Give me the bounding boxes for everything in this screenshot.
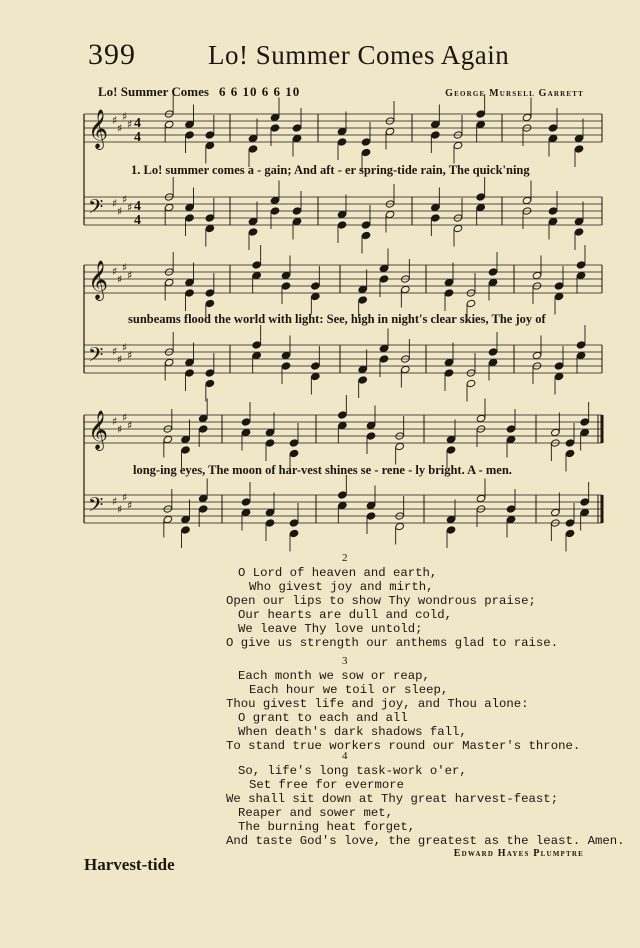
verse-line: To stand true workers round our Master's throne. [226, 739, 581, 753]
notehead [181, 435, 191, 443]
notehead [265, 519, 275, 527]
notehead [476, 203, 486, 211]
lyric-line-2: sunbeams flood the world with light: See, high in night's clear skies, The joy of [128, 312, 546, 326]
sharp-sign: ♯ [112, 197, 118, 210]
notehead [565, 449, 575, 457]
notehead [248, 217, 258, 225]
author: Edward Hayes Plumptre [453, 848, 584, 859]
notehead [205, 289, 215, 297]
notehead [337, 221, 347, 229]
notehead [466, 299, 476, 307]
notehead [292, 134, 302, 142]
notehead [289, 439, 299, 447]
notehead [265, 439, 275, 447]
bass-clef: 𝄢 [88, 343, 104, 371]
notehead [551, 508, 561, 516]
verse-line: O Lord of heaven and earth, [238, 566, 438, 580]
time-signature: 4 [134, 199, 141, 214]
notehead [248, 228, 258, 236]
sharp-sign: ♯ [112, 345, 118, 358]
verse-line: We shall sit down at Thy great harvest-feast; [226, 792, 559, 806]
notehead [241, 418, 251, 426]
sharp-sign: ♯ [127, 349, 133, 362]
notehead [522, 113, 532, 121]
season-label: Harvest-tide [84, 855, 175, 874]
notehead [401, 365, 411, 373]
verse-number: 4 [342, 750, 348, 762]
notehead [379, 264, 389, 272]
notehead [488, 358, 498, 366]
verse-line: When death's dark shadows fall, [238, 725, 467, 739]
notehead [185, 369, 195, 377]
notehead [444, 278, 454, 286]
notehead [366, 501, 376, 509]
notehead [358, 376, 368, 384]
notehead [506, 505, 516, 513]
treble-clef: 𝄞 [88, 109, 109, 149]
notehead [395, 442, 405, 450]
notehead [338, 491, 348, 499]
verse-line: Each hour we toil or sleep, [249, 683, 449, 697]
notehead [337, 210, 347, 218]
notehead [488, 348, 498, 356]
time-signature: 4 [134, 130, 141, 145]
verse-line: We leave Thy love untold; [238, 622, 423, 636]
notehead [205, 214, 215, 222]
notehead [366, 421, 376, 429]
notehead [337, 138, 347, 146]
notehead [565, 519, 575, 527]
sharp-sign: ♯ [127, 499, 133, 512]
tune-name: Lo! Summer Comes [98, 84, 209, 99]
sharp-sign: ♯ [117, 503, 123, 516]
notehead [163, 435, 173, 443]
notehead [554, 372, 564, 380]
notehead [185, 131, 195, 139]
sharp-sign: ♯ [112, 114, 118, 127]
notehead [338, 421, 348, 429]
notehead [289, 529, 299, 537]
sharp-sign: ♯ [117, 122, 123, 135]
notehead [164, 203, 174, 211]
notehead [366, 512, 376, 520]
notehead [446, 435, 456, 443]
notehead [565, 529, 575, 537]
sharp-sign: ♯ [122, 341, 128, 354]
sharp-sign: ♯ [122, 193, 128, 206]
notehead [574, 228, 584, 236]
notehead [574, 134, 584, 142]
notehead [311, 362, 321, 370]
notehead [361, 231, 371, 239]
notehead [554, 362, 564, 370]
notehead [466, 379, 476, 387]
notehead [181, 446, 191, 454]
notehead [205, 131, 215, 139]
notehead [185, 289, 195, 297]
notehead [366, 432, 376, 440]
notehead [488, 268, 498, 276]
notehead [431, 120, 441, 128]
hymn-title: Lo! Summer Comes Again [208, 40, 510, 70]
notehead [548, 207, 558, 215]
verse-line: So, life's long task-work o'er, [238, 764, 467, 778]
notehead [205, 379, 215, 387]
verse-line: Who givest joy and mirth, [249, 580, 434, 594]
notehead [185, 203, 195, 211]
sharp-sign: ♯ [117, 205, 123, 218]
notehead [431, 203, 441, 211]
notehead [311, 372, 321, 380]
sharp-sign: ♯ [112, 415, 118, 428]
notehead [385, 210, 395, 218]
time-signature: 4 [134, 116, 141, 131]
notehead [185, 214, 195, 222]
notehead [338, 501, 348, 509]
notehead [289, 449, 299, 457]
sharp-sign: ♯ [122, 491, 128, 504]
notehead [446, 446, 456, 454]
notehead [476, 193, 486, 201]
notehead [576, 271, 586, 279]
notehead [476, 414, 486, 422]
notehead [522, 196, 532, 204]
time-signature: 4 [134, 213, 141, 228]
notehead [205, 369, 215, 377]
notehead [554, 292, 564, 300]
notehead [551, 428, 561, 436]
notehead [379, 355, 389, 363]
notehead [401, 285, 411, 293]
notehead [576, 261, 586, 269]
notehead [241, 428, 251, 436]
notehead [185, 358, 195, 366]
notehead [281, 271, 291, 279]
notehead [506, 425, 516, 433]
notehead [205, 224, 215, 232]
notehead [281, 282, 291, 290]
notehead [198, 425, 208, 433]
notehead [476, 120, 486, 128]
notehead [198, 494, 208, 502]
notehead [181, 515, 191, 523]
notehead [337, 127, 347, 135]
verse-number: 3 [342, 655, 348, 667]
notehead [361, 138, 371, 146]
notehead [446, 515, 456, 523]
notehead [548, 134, 558, 142]
notehead [532, 351, 542, 359]
notehead [248, 145, 258, 153]
notehead [548, 124, 558, 132]
notehead [431, 131, 441, 139]
notehead [338, 411, 348, 419]
verse-line: O grant to each and all [238, 711, 408, 725]
notehead [444, 369, 454, 377]
lyric-line-1: 1. Lo! summer comes a - gain; And aft - er spring-tide rain, The quick'ning [131, 163, 530, 177]
notehead [164, 278, 174, 286]
notehead [506, 515, 516, 523]
sharp-sign: ♯ [117, 273, 123, 286]
notehead [252, 351, 262, 359]
notehead [476, 494, 486, 502]
notehead [292, 207, 302, 215]
notehead [198, 414, 208, 422]
notehead [292, 217, 302, 225]
bass-clef: 𝄢 [88, 195, 104, 223]
verse-line: Set free for evermore [249, 778, 404, 792]
notehead [292, 124, 302, 132]
bass-clef: 𝄢 [88, 493, 104, 521]
verse-line: Reaper and sower met, [238, 806, 393, 820]
notehead [444, 289, 454, 297]
sharp-sign: ♯ [127, 269, 133, 282]
notehead [444, 358, 454, 366]
notehead [241, 508, 251, 516]
notehead [580, 428, 590, 436]
notehead [532, 271, 542, 279]
notehead [270, 207, 280, 215]
notehead [453, 141, 463, 149]
notehead [379, 344, 389, 352]
verse-line: Our hearts are dull and cold, [238, 608, 453, 622]
notehead [252, 261, 262, 269]
notehead [476, 110, 486, 118]
notehead [248, 134, 258, 142]
sharp-sign: ♯ [112, 265, 118, 278]
meter: 6 6 10 6 6 10 [218, 84, 301, 99]
notehead [181, 526, 191, 534]
sharp-sign: ♯ [122, 110, 128, 123]
notehead [580, 508, 590, 516]
notehead [395, 522, 405, 530]
verse-number: 2 [342, 552, 348, 564]
notehead [281, 362, 291, 370]
notehead [311, 292, 321, 300]
notehead [453, 224, 463, 232]
notehead [265, 508, 275, 516]
notehead [185, 120, 195, 128]
notehead [358, 296, 368, 304]
notehead [488, 278, 498, 286]
notehead [554, 282, 564, 290]
notehead [252, 341, 262, 349]
notehead [281, 351, 291, 359]
verse-line: Open our lips to show Thy wondrous praise; [226, 594, 536, 608]
sharp-sign: ♯ [127, 118, 133, 131]
notehead [311, 282, 321, 290]
notehead [205, 299, 215, 307]
verse-line: The burning heat forget, [238, 820, 416, 834]
notehead [185, 278, 195, 286]
notehead [361, 148, 371, 156]
notehead [580, 498, 590, 506]
notehead [379, 275, 389, 283]
notehead [270, 113, 280, 121]
notehead [431, 214, 441, 222]
notehead [506, 435, 516, 443]
sharp-sign: ♯ [122, 261, 128, 274]
treble-clef: 𝄞 [88, 260, 109, 300]
composer: George Mursell Garrett [445, 88, 584, 99]
verse-line: Thou givest life and joy, and Thou alone: [226, 697, 529, 711]
verse-line: And taste God's love, the greatest as the least. Amen. [226, 834, 625, 848]
notehead [164, 120, 174, 128]
sharp-sign: ♯ [112, 495, 118, 508]
notehead [205, 141, 215, 149]
notehead [198, 505, 208, 513]
notehead [385, 127, 395, 135]
notehead [446, 526, 456, 534]
notehead [358, 285, 368, 293]
notehead [580, 418, 590, 426]
notehead [164, 358, 174, 366]
notehead [548, 217, 558, 225]
notehead [361, 221, 371, 229]
notehead [576, 341, 586, 349]
sharp-sign: ♯ [122, 411, 128, 424]
verse-line: O give us strength our anthems glad to raise. [226, 636, 559, 650]
notehead [252, 271, 262, 279]
notehead [270, 124, 280, 132]
verse-line: Each month we sow or reap, [238, 669, 430, 683]
hymn-number: 399 [88, 38, 136, 71]
notehead [574, 217, 584, 225]
treble-clef: 𝄞 [88, 410, 109, 450]
notehead [270, 196, 280, 204]
notehead [265, 428, 275, 436]
sharp-sign: ♯ [127, 201, 133, 214]
notehead [358, 365, 368, 373]
notehead [163, 515, 173, 523]
notehead [565, 439, 575, 447]
lyric-line-3: long-ing eyes, The moon of har-vest shines se - rene - ly bright. A - men. [133, 463, 512, 477]
notehead [241, 498, 251, 506]
notehead [289, 519, 299, 527]
notehead [576, 351, 586, 359]
notehead [574, 145, 584, 153]
sharp-sign: ♯ [117, 423, 123, 436]
sharp-sign: ♯ [127, 419, 133, 432]
sharp-sign: ♯ [117, 353, 123, 366]
